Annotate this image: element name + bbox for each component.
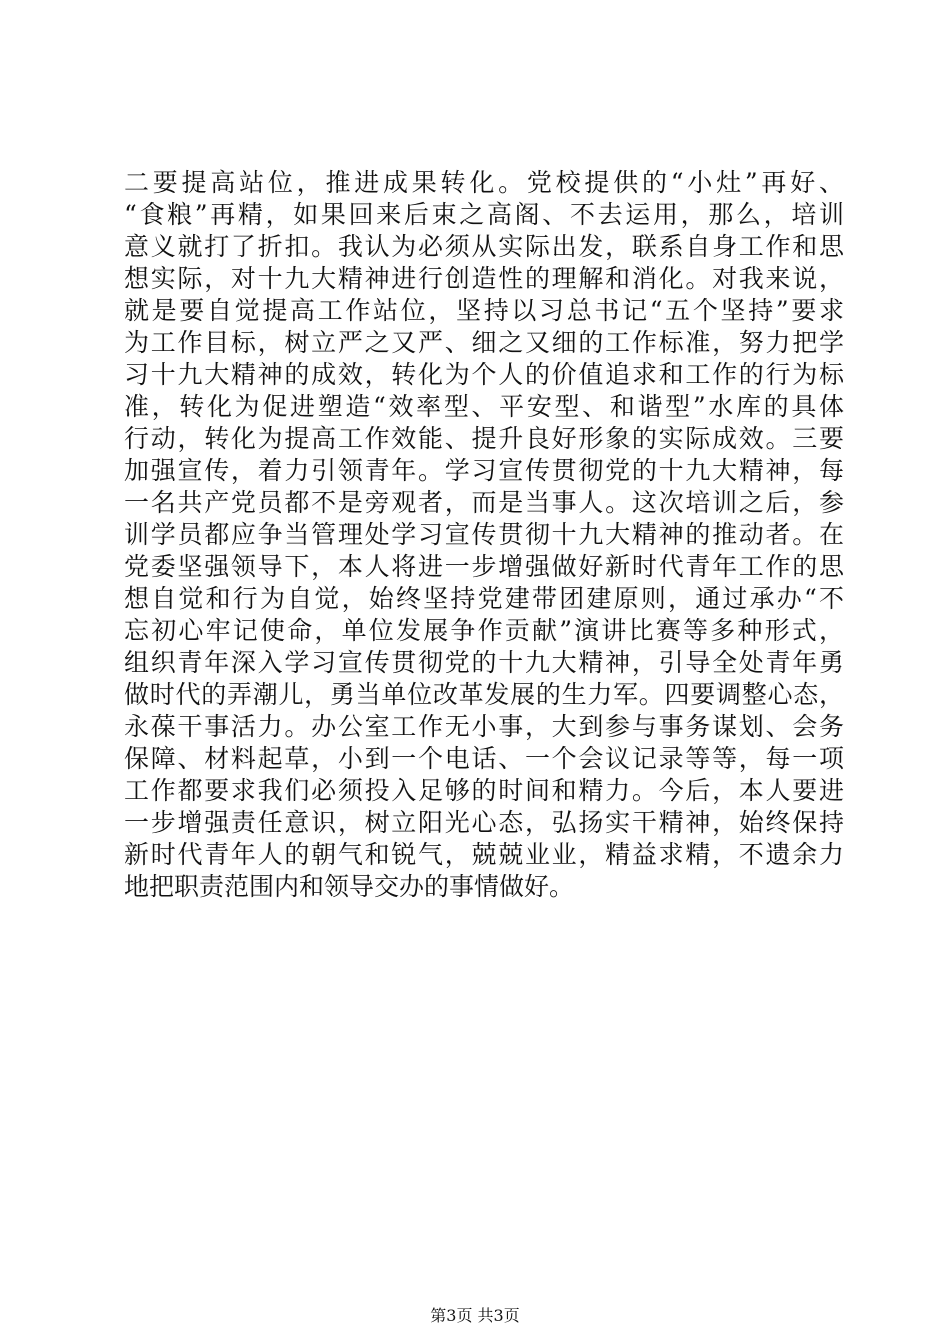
text-line-17: 做时代的弄潮儿，勇当单位改革发展的生力军。四要调整心态，: [124, 680, 844, 709]
text-line-21: 一步增强责任意识，树立阳光心态，弘扬实干精神，始终保持: [124, 808, 844, 837]
text-line-6: 为工作目标，树立严之又严、细之又细的工作标准，努力把学: [124, 328, 844, 357]
text-line-14: 想自觉和行为自觉，始终坚持党建带团建原则，通过承办“不: [124, 584, 844, 613]
text-line-2: “食粮”再精，如果回来后束之高阁、不去运用，那么，培训: [124, 200, 844, 229]
text-line-18: 永葆干事活力。办公室工作无小事，大到参与事务谋划、会务: [124, 712, 844, 741]
text-line-8: 准，转化为促进塑造“效率型、平安型、和谐型”水库的具体: [124, 392, 844, 421]
text-line-20: 工作都要求我们必须投入足够的时间和精力。今后，本人要进: [124, 776, 844, 805]
text-line-11: 一名共产党员都不是旁观者，而是当事人。这次培训之后，参: [124, 488, 844, 517]
text-line-9: 行动，转化为提高工作效能、提升良好形象的实际成效。三要: [124, 424, 844, 453]
text-line-16: 组织青年深入学习宣传贯彻党的十九大精神，引导全处青年勇: [124, 648, 844, 677]
text-line-5: 就是要自觉提高工作站位，坚持以习总书记“五个坚持”要求: [124, 296, 844, 325]
text-line-15: 忘初心牢记使命，单位发展争作贡献”演讲比赛等多种形式，: [124, 616, 844, 645]
text-line-19: 保障、材料起草，小到一个电话、一个会议记录等等，每一项: [124, 744, 844, 773]
text-line-13: 党委坚强领导下，本人将进一步增强做好新时代青年工作的思: [124, 552, 844, 581]
text-line-1: 二要提高站位，推进成果转化。党校提供的“小灶”再好、: [124, 168, 844, 197]
text-line-7: 习十九大精神的成效，转化为个人的价值追求和工作的行为标: [124, 360, 844, 389]
page-footer: [0, 1306, 950, 1326]
text-line-4: 想实际，对十九大精神进行创造性的理解和消化。对我来说，: [124, 264, 844, 293]
text-line-3: 意义就打了折扣。我认为必须从实际出发，联系自身工作和思: [124, 232, 844, 261]
text-line-22: 新时代青年人的朝气和锐气，兢兢业业，精益求精，不遗余力: [124, 840, 844, 869]
text-line-12: 训学员都应争当管理处学习宣传贯彻十九大精神的推动者。在: [124, 520, 844, 549]
page-number-label: 第3页 共3页: [430, 1306, 520, 1325]
text-line-10: 加强宣传，着力引领青年。学习宣传贯彻党的十九大精神，每: [124, 456, 844, 485]
text-line-23: 地把职责范围内和领导交办的事情做好。: [124, 872, 575, 901]
body-paragraph: [124, 167, 844, 903]
